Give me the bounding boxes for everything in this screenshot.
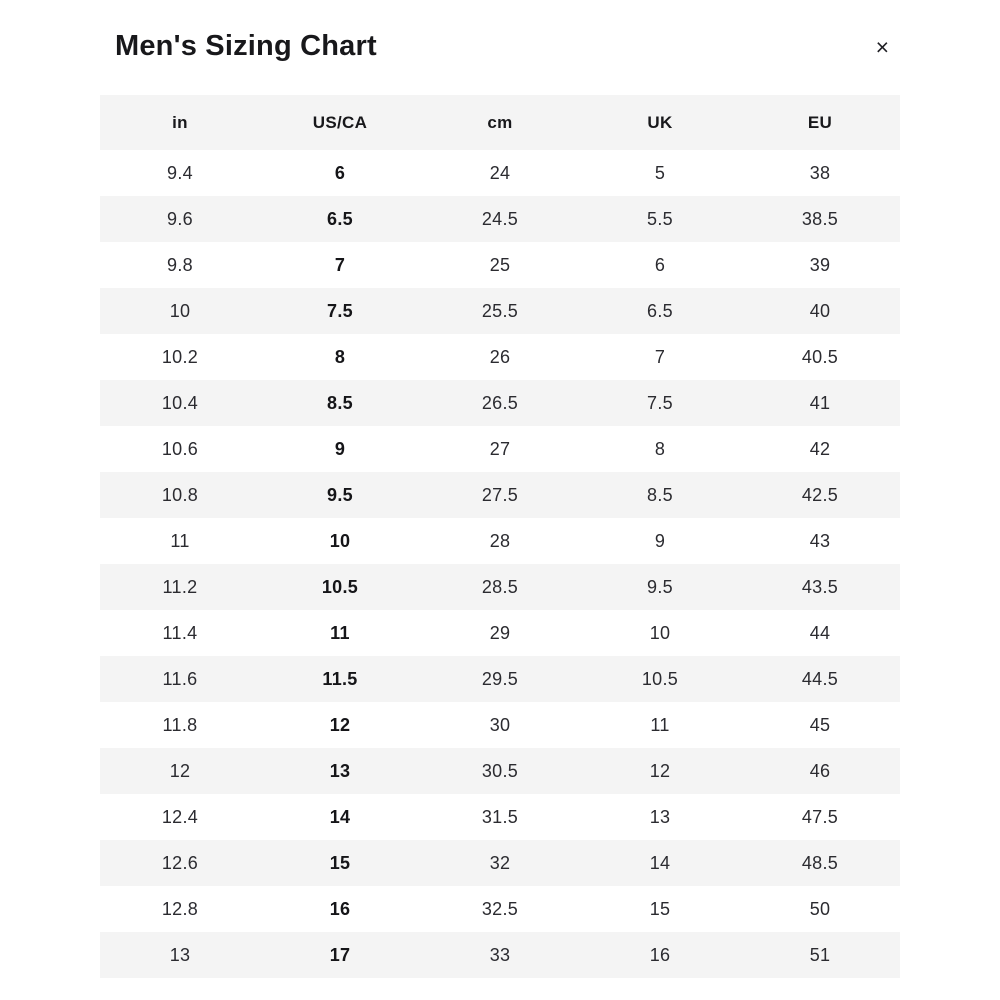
table-cell: 10.4 [100,380,260,426]
table-cell: 47.5 [801,806,839,827]
table-cell: 25.5 [420,288,580,334]
table-cell: 9 [334,438,346,459]
sizing-table [100,95,900,978]
table-row [100,610,900,656]
table-cell: 27.5 [420,472,580,518]
table-cell: 17 [260,932,420,978]
table-cell: 13 [649,806,671,827]
table-cell: 40 [740,288,900,334]
table-cell: 30 [489,714,511,735]
table-cell: 12.6 [100,840,260,886]
table-row [100,932,900,978]
table-cell: 8.5 [260,380,420,426]
table-cell: 7 [654,346,666,367]
table-cell: 48.5 [740,840,900,886]
table-cell: 12 [580,748,740,794]
table-cell: 29.5 [420,656,580,702]
table-cell: 6.5 [260,196,420,242]
table-header-row [100,95,900,150]
table-cell: 28 [489,530,511,551]
table-cell: 45 [809,714,831,735]
table-cell: 9.5 [260,472,420,518]
table-cell: 13 [100,932,260,978]
table-row [100,564,900,610]
table-cell: 9.4 [167,162,193,183]
table-cell: 9.6 [100,196,260,242]
table-cell: 40.5 [801,346,839,367]
table-row [100,196,900,242]
table-row [100,380,900,426]
column-header: US/CA [260,95,420,150]
table-row [100,656,900,702]
table-cell: 11 [330,622,350,643]
sizing-table-container [100,95,900,978]
table-cell: 9.5 [580,564,740,610]
table-cell: 26 [489,346,511,367]
table-cell: 14 [329,806,351,827]
table-cell: 27 [489,438,511,459]
table-cell: 29 [489,622,511,643]
table-row [100,426,900,472]
table-row [100,150,900,196]
table-cell: 42 [809,438,831,459]
table-cell: 24 [489,162,511,183]
table-cell: 10.2 [161,346,199,367]
table-cell: 11.4 [162,622,198,643]
table-cell: 12.8 [161,898,199,919]
close-button[interactable] [872,32,893,63]
table-cell: 43.5 [740,564,900,610]
column-header: UK [580,95,740,150]
column-header: EU [740,95,900,150]
column-header: in [100,95,260,150]
table-cell: 38 [809,162,831,183]
table-cell: 31.5 [481,806,519,827]
table-cell: 10 [649,622,671,643]
table-row [100,840,900,886]
table-cell: 16 [329,898,351,919]
table-cell: 15 [649,898,671,919]
table-cell: 13 [260,748,420,794]
table-cell: 28.5 [420,564,580,610]
table-cell: 51 [740,932,900,978]
table-cell: 11 [650,714,670,735]
modal-header [0,0,1000,63]
table-cell: 11.8 [162,714,198,735]
table-cell: 9 [654,530,666,551]
table-cell: 43 [809,530,831,551]
table-cell: 26.5 [420,380,580,426]
table-row [100,702,900,748]
table-row [100,472,900,518]
table-cell: 10.5 [260,564,420,610]
table-cell: 10 [100,288,260,334]
table-cell: 50 [809,898,831,919]
table-cell: 11.5 [260,656,420,702]
table-cell: 30.5 [420,748,580,794]
table-cell: 9.8 [167,254,193,275]
table-cell: 7.5 [260,288,420,334]
page-title: Men's Sizing Chart [115,30,377,62]
table-row [100,518,900,564]
table-row [100,242,900,288]
table-cell: 8 [654,438,666,459]
table-cell: 44.5 [740,656,900,702]
table-cell: 42.5 [740,472,900,518]
table-row [100,748,900,794]
table-cell: 10.8 [100,472,260,518]
table-cell: 32.5 [481,898,519,919]
table-cell: 44 [809,622,831,643]
table-cell: 7 [334,254,346,275]
table-cell: 11.6 [100,656,260,702]
table-cell: 11.2 [100,564,260,610]
table-cell: 38.5 [740,196,900,242]
table-cell: 11 [170,530,190,551]
table-cell: 41 [740,380,900,426]
table-cell: 14 [580,840,740,886]
table-cell: 6 [334,162,346,183]
table-row [100,794,900,840]
table-cell: 10 [329,530,351,551]
table-row [100,288,900,334]
table-cell: 6.5 [580,288,740,334]
column-header: cm [420,95,580,150]
table-cell: 12 [100,748,260,794]
table-cell: 5 [654,162,666,183]
table-cell: 16 [580,932,740,978]
table-body [100,150,900,978]
table-cell: 15 [260,840,420,886]
table-cell: 33 [420,932,580,978]
table-cell: 10.6 [161,438,199,459]
table-cell: 39 [809,254,831,275]
table-row [100,334,900,380]
table-cell: 8.5 [580,472,740,518]
table-cell: 8 [334,346,346,367]
table-row [100,886,900,932]
table-cell: 46 [740,748,900,794]
close-icon: × [875,34,889,60]
table-cell: 32 [420,840,580,886]
table-cell: 10.5 [580,656,740,702]
table-cell: 6 [654,254,666,275]
table-cell: 24.5 [420,196,580,242]
table-cell: 12.4 [161,806,199,827]
table-cell: 5.5 [580,196,740,242]
table-cell: 25 [489,254,511,275]
table-cell: 12 [329,714,351,735]
table-cell: 7.5 [580,380,740,426]
